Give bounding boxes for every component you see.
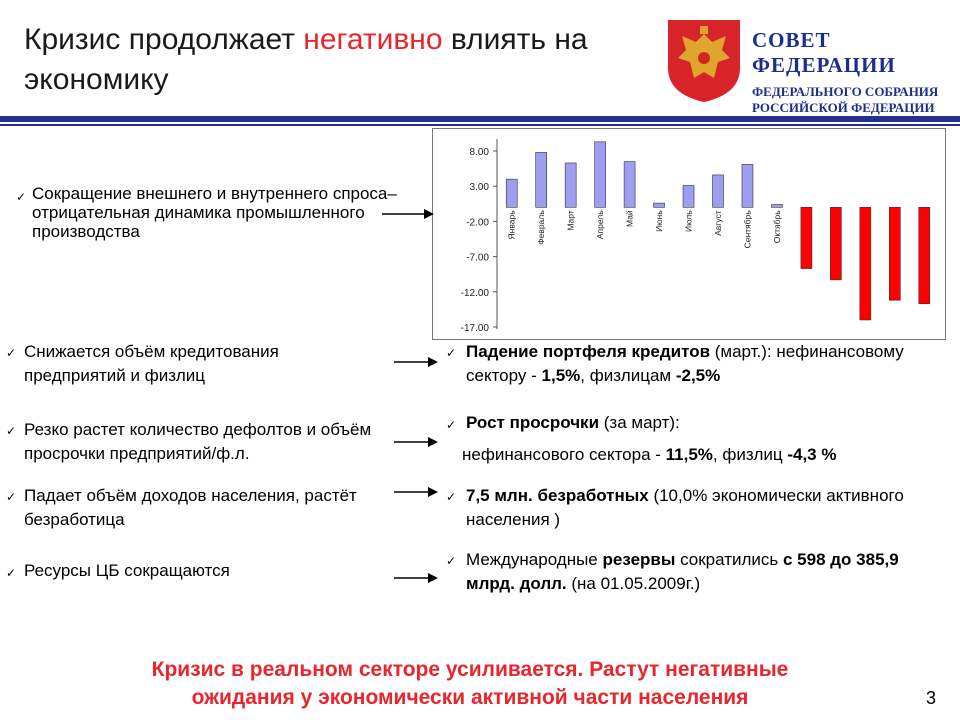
bar xyxy=(536,152,547,207)
arrow-right-icon xyxy=(392,434,440,450)
y-tick-label: -12.00 xyxy=(460,287,489,299)
arrow-right-icon xyxy=(392,484,440,500)
conclusion-line-1: Кризис в реальном секторе усиливается. Растут негативные xyxy=(151,658,789,681)
x-tick-label: Март xyxy=(565,210,576,231)
left-item-income: Падает объём доходов населения, растёт безработица xyxy=(24,486,357,529)
x-tick-label: Февраль xyxy=(889,210,900,245)
x-tick-label: Сентябрь xyxy=(742,210,753,249)
bar xyxy=(654,203,665,207)
x-tick-label: Декабрь xyxy=(830,210,841,244)
left-item-demand: Сокращение внешнего и внутреннего спроса– отрицательная динамика промышленного производства xyxy=(32,184,397,241)
coat-of-arms-icon xyxy=(664,16,744,104)
chart-svg xyxy=(433,129,945,339)
check-icon: ✓ xyxy=(446,418,457,432)
right-item-unemployment: 7,5 млн. безработных (10,0% экономически активного населения ) xyxy=(466,486,904,529)
check-icon: ✓ xyxy=(6,566,17,580)
org-line-3: РОССИЙСКОЙ ФЕДЕРАЦИИ xyxy=(752,100,935,115)
x-tick-label: Август xyxy=(713,210,723,236)
right-item-reserves: Международные резервы сократились с 598 до 385,9 млрд. долл. (на 01.05.2009г.) xyxy=(466,550,899,593)
check-icon: ✓ xyxy=(446,554,457,568)
y-tick-label: -7.00 xyxy=(466,252,489,264)
left-item-credit: Снижается объём кредитования предприятий и физлиц xyxy=(24,342,279,385)
x-tick-label: Май xyxy=(624,210,635,227)
check-icon: ✓ xyxy=(16,190,27,204)
arrow-right-icon xyxy=(392,570,440,586)
bar xyxy=(771,205,782,208)
organization-name xyxy=(752,28,960,116)
page-number: 3 xyxy=(925,688,936,708)
y-tick-label: -2.00 xyxy=(466,217,489,229)
arrow-right-icon xyxy=(392,354,440,370)
bar xyxy=(595,142,606,207)
bar xyxy=(713,175,724,207)
y-tick-label: 3.00 xyxy=(469,182,489,194)
bar xyxy=(565,163,576,207)
x-tick-label: Январь xyxy=(860,210,871,240)
title-text-end: влиять на экономику xyxy=(24,23,588,96)
bar xyxy=(506,179,517,207)
org-line-1: СОВЕТ ФЕДЕРАЦИИ xyxy=(752,28,896,77)
x-tick-label: Октябрь xyxy=(771,210,782,244)
check-icon: ✓ xyxy=(6,424,17,438)
y-tick-label: 8.00 xyxy=(469,147,489,158)
arrow-right-icon xyxy=(380,206,436,222)
check-icon: ✓ xyxy=(446,346,457,360)
x-tick-label: Апрель xyxy=(595,210,606,240)
conclusion-text xyxy=(40,656,900,712)
right-item-overdue: Рост просрочки (за март): xyxy=(466,413,680,432)
page-title xyxy=(24,20,644,100)
org-line-2: ФЕДЕРАЛЬНОГО СОБРАНИЯ xyxy=(752,84,939,99)
industrial-production-chart xyxy=(432,128,946,340)
bar xyxy=(624,162,635,208)
x-tick-label: Июль xyxy=(683,210,694,233)
bar xyxy=(742,164,753,207)
check-icon: ✓ xyxy=(6,346,17,360)
header-rule xyxy=(0,116,960,122)
header-rule-thin xyxy=(0,124,960,126)
bar xyxy=(683,185,694,207)
check-icon: ✓ xyxy=(6,490,17,504)
y-tick-label: -17.00 xyxy=(460,323,489,334)
x-tick-label: Март xyxy=(919,210,930,231)
right-item-overdue-detail: нефинансового сектора - 11,5%, физлиц -4,3 % xyxy=(462,445,837,464)
left-item-defaults: Резко растет количество дефолтов и объём просрочки предприятий/ф.л. xyxy=(24,420,372,463)
conclusion-line-2: ожидания у экономически активной части населения xyxy=(191,686,749,709)
right-item-loans: Падение портфеля кредитов (март.): нефинансовому сектору - 1,5%, физлицам -2,5% xyxy=(466,342,904,385)
x-tick-label: Июнь xyxy=(654,210,665,232)
title-text: Кризис продолжает xyxy=(24,23,304,56)
left-item-cb: Ресурсы ЦБ сокращаются xyxy=(24,561,230,580)
title-highlight: негативно xyxy=(303,23,443,56)
check-icon: ✓ xyxy=(446,490,457,504)
x-tick-label: Ноябрь xyxy=(801,210,812,240)
x-tick-label: Февраль xyxy=(536,210,547,245)
x-tick-label: Январь xyxy=(506,210,517,240)
org-subtitle xyxy=(752,84,960,116)
